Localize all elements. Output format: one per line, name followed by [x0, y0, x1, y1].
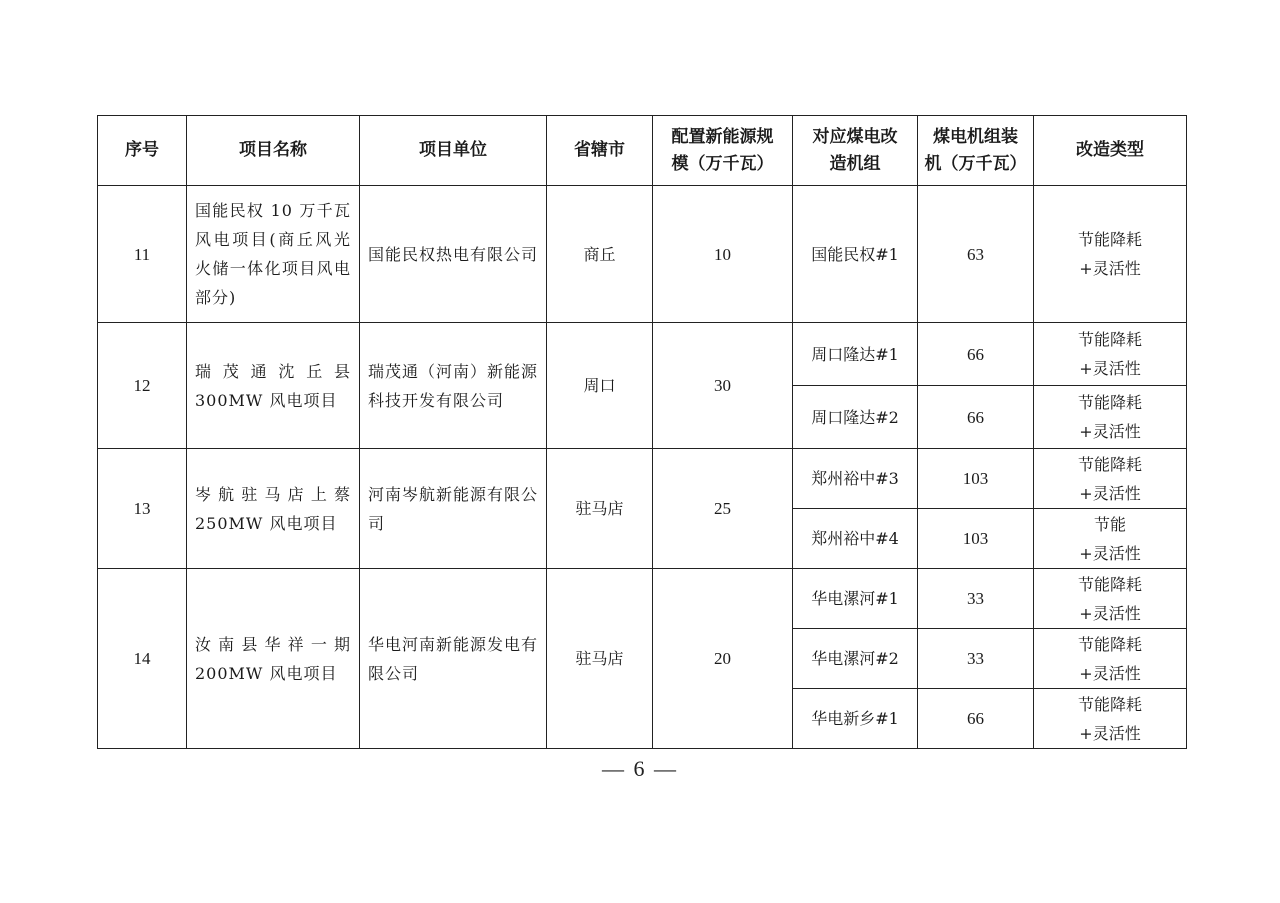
cell-project-unit: 华电河南新能源发电有限公司	[360, 569, 547, 749]
cell-city: 商丘	[547, 186, 653, 323]
cell-city: 驻马店	[547, 449, 653, 569]
cell-project-unit: 国能民权热电有限公司	[360, 186, 547, 323]
cell-seq: 11	[98, 186, 187, 323]
table-row	[98, 186, 1187, 323]
cell-project-name: 瑞茂通沈丘县300MW 风电项目	[187, 323, 360, 449]
cell-coal-unit: 华电新乡#1	[793, 689, 918, 749]
cell-capacity: 66	[918, 386, 1034, 449]
header-seq: 序号	[98, 116, 187, 186]
cell-scale: 10	[653, 186, 793, 323]
header-name: 项目名称	[187, 116, 360, 186]
cell-coal-unit: 郑州裕中#3	[793, 449, 918, 509]
cell-type	[1034, 569, 1187, 629]
header-city: 省辖市	[547, 116, 653, 186]
header-type: 改造类型	[1034, 116, 1187, 186]
cell-scale: 20	[653, 569, 793, 749]
header-scale-line1: 配置新能源规	[671, 126, 774, 147]
table-row	[98, 323, 1187, 386]
cell-capacity: 63	[918, 186, 1034, 323]
cell-capacity: 103	[918, 509, 1034, 569]
table-row	[98, 449, 1187, 509]
cell-project-name: 岑航驻马店上蔡250MW 风电项目	[187, 449, 360, 569]
cell-type-line2: +灵活性	[1079, 359, 1141, 378]
cell-capacity: 33	[918, 569, 1034, 629]
cell-type-line2: +灵活性	[1079, 483, 1141, 503]
cell-project-name: 国能民权 10 万千瓦风电项目(商丘风光火储一体化项目风电部分)	[187, 186, 360, 323]
cell-seq: 13	[98, 449, 187, 569]
cell-project-unit: 河南岑航新能源有限公司	[360, 449, 547, 569]
cell-type-line1: 节能降耗	[1077, 694, 1142, 714]
cell-type	[1034, 386, 1187, 449]
header-capacity	[918, 116, 1034, 186]
cell-coal-unit: 周口隆达#2	[793, 386, 918, 449]
cell-scale: 30	[653, 323, 793, 449]
cell-scale: 25	[653, 449, 793, 569]
cell-coal-unit: 周口隆达#1	[793, 323, 918, 386]
cell-type-line1: 节能降耗	[1077, 454, 1142, 474]
cell-type	[1034, 186, 1187, 323]
cell-type-line1: 节能	[1093, 514, 1126, 534]
cell-seq: 12	[98, 323, 187, 449]
cell-type-line2: +灵活性	[1079, 543, 1141, 563]
cell-capacity: 103	[918, 449, 1034, 509]
cell-capacity: 66	[918, 689, 1034, 749]
cell-type-line1: 节能降耗	[1077, 393, 1142, 412]
cell-type	[1034, 629, 1187, 689]
cell-type-line1: 节能降耗	[1077, 634, 1142, 654]
cell-type	[1034, 689, 1187, 749]
cell-type	[1034, 449, 1187, 509]
cell-project-name: 汝南县华祥一期200MW 风电项目	[187, 569, 360, 749]
cell-coal-unit: 华电漯河#1	[793, 569, 918, 629]
cell-coal-unit: 华电漯河#2	[793, 629, 918, 689]
page-number: — 6 —	[602, 756, 678, 781]
header-row	[98, 116, 1187, 186]
cell-capacity: 66	[918, 323, 1034, 386]
cell-type-line1: 节能降耗	[1077, 330, 1142, 349]
cell-type-line1: 节能降耗	[1077, 230, 1142, 249]
header-unit: 项目单位	[360, 116, 547, 186]
cell-capacity: 33	[918, 629, 1034, 689]
header-coal-unit	[793, 116, 918, 186]
cell-type-line2: +灵活性	[1079, 663, 1141, 683]
cell-city: 周口	[547, 323, 653, 449]
header-coal-line1: 对应煤电改	[812, 126, 898, 147]
cell-type	[1034, 509, 1187, 569]
header-cap-line1: 煤电机组装	[933, 126, 1018, 147]
header-coal-line2: 造机组	[829, 153, 881, 174]
cell-coal-unit: 国能民权#1	[793, 186, 918, 323]
cell-type-line1: 节能降耗	[1077, 574, 1142, 594]
cell-project-unit: 瑞茂通（河南）新能源科技开发有限公司	[360, 323, 547, 449]
project-table	[97, 115, 1187, 749]
cell-seq: 14	[98, 569, 187, 749]
header-scale	[653, 116, 793, 186]
cell-type	[1034, 323, 1187, 386]
cell-type-line2: +灵活性	[1079, 422, 1141, 441]
cell-type-line2: +灵活性	[1079, 603, 1141, 623]
cell-type-line2: +灵活性	[1079, 723, 1141, 743]
table-row	[98, 569, 1187, 629]
header-scale-line2: 模（万千瓦）	[671, 153, 774, 174]
cell-city: 驻马店	[547, 569, 653, 749]
cell-coal-unit: 郑州裕中#4	[793, 509, 918, 569]
cell-type-line2: +灵活性	[1079, 259, 1141, 278]
header-cap-line2: 机（万千瓦）	[924, 153, 1027, 174]
